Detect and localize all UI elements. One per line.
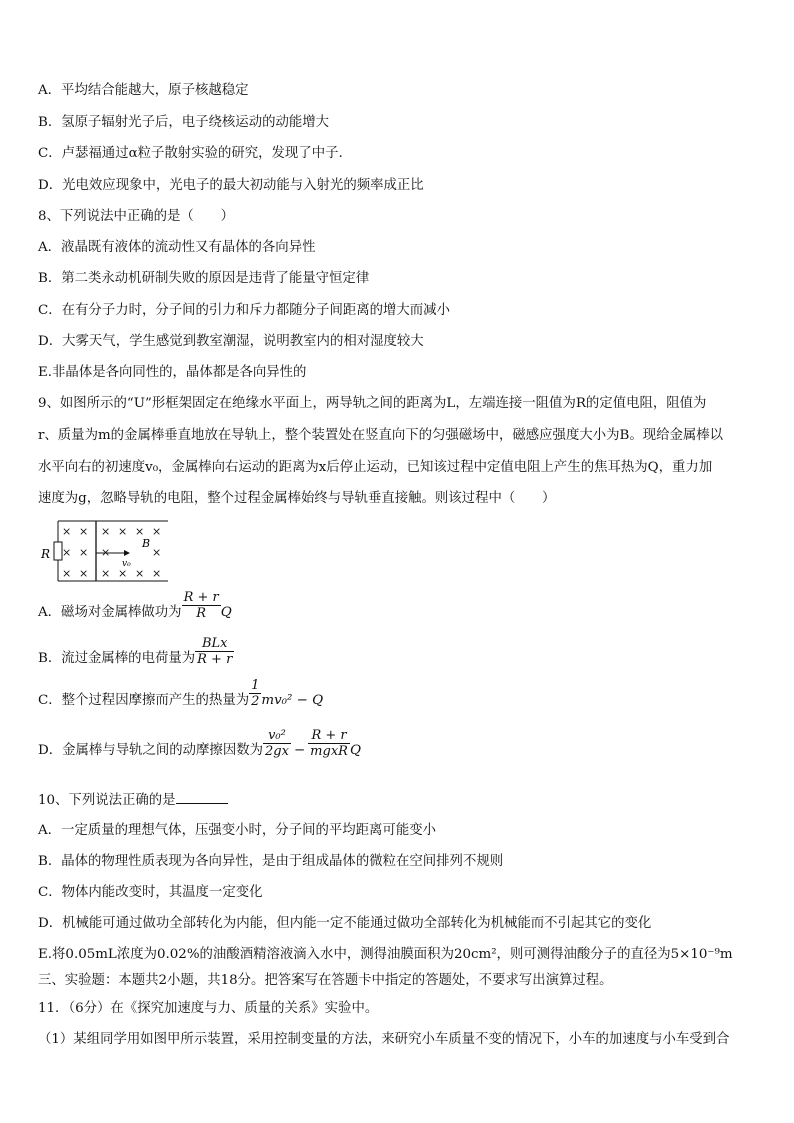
answer-blank [176,791,228,804]
q9-stem-line-3: 水平向右的初速度v₀，金属棒向右运动的距离为x后停止运动，已知该过程中定值电阻上产生的焦耳热为Q，重力加 [38,460,713,475]
q10-option-d: D．机械能可通过做功全部转化为内能，但内能一定不能通过做功全部转化为机械能而不引起其它的变化 [38,916,652,931]
field-cross-icon: × [152,546,162,559]
field-cross-icon: × [152,567,162,580]
fraction-d2: $\frac{R + r}{\text{mgxR}}$ [310,728,348,759]
q7-option-c: C．卢瑟福通过α粒子散射实验的研究，发现了中子. [38,146,343,161]
q7-option-a: A．平均结合能越大，原子核越稳定 [38,83,249,98]
q9-option-b: B．流过金属棒的电荷量为 $\frac{\text{BLx}}{R + r}$ [38,636,233,667]
q10-option-b: B．晶体的物理性质表现为各向异性，是由于组成晶体的微粒在空间排列不规则 [38,854,504,869]
q8-option-a: A．液晶既有液体的流动性又有晶体的各向异性 [38,240,316,255]
q9-option-c: C．整个过程因摩擦而产生的热量为 $\frac{1}{2}$ mv₀² − Q [38,678,324,709]
field-cross-icon: × [79,546,89,559]
q9-stem-line-1: 9、如图所示的“U”形框架固定在绝缘水平面上，两导轨之间的距离为L，左端连接一阻值为R的定值电阻，阻值为 [38,396,707,411]
field-cross-icon: × [79,567,89,580]
velocity-arrow-icon [124,550,130,556]
q8-option-e: E.非晶体是各向同性的，晶体都是各向异性的 [38,365,307,380]
q10-option-c: C．物体内能改变时，其温度一定变化 [38,885,263,900]
field-cross-icon: × [62,546,72,559]
fraction-c: $\frac{1}{2}$ [251,678,260,709]
q8-option-d: D．大雾天气，学生感觉到教室潮湿，说明教室内的相对湿度较大 [38,334,424,349]
label-r: R [41,547,51,561]
q10-option-e: E.将0.05mL浓度为0.02%的油酸酒精溶液滴入水中，测得油膜面积为20cm²，则可测得油酸分子的直径为5×10⁻⁹m [38,947,733,962]
label-v0: v₀ [122,559,131,569]
fraction-a: $\frac{R + r}{R}$ [183,590,219,621]
field-cross-icon: × [62,525,72,538]
q7-option-b: B．氢原子辐射光子后，电子绕核运动的动能增大 [38,115,330,130]
q8-stem: 8、下列说法中正确的是（ ） [38,209,234,224]
q11-stem: 11．（6分）在《探究加速度与力、质量的关系》实验中。 [38,1001,379,1016]
q8-option-b: B．第二类永动机研制失败的原因是违背了能量守恒定律 [38,271,370,286]
fraction-d1: $\frac{\text{v₀²}}{2gx}$ [265,728,289,759]
field-cross-icon: × [135,525,145,538]
field-cross-icon: × [135,567,145,580]
field-cross-icon: × [101,567,111,580]
section-3-heading: 三、实验题：本题共2小题，共18分。把答案写在答题卡中指定的答题处，不要求写出演算过程。 [38,973,613,988]
q11-part-1: （1）某组同学用如图甲所示装置，采用控制变量的方法，来研究小车质量不变的情况下，小车的加速度与小车受到合 [38,1032,730,1047]
q9-option-d: D．金属棒与导轨之间的动摩擦因数为 $\frac{\text{v₀²}}{2gx}$ − $\frac{R + r}{\text{mgxR}}$ Q [38,728,361,759]
q10-option-a: A．一定质量的理想气体，压强变小时，分子间的平均距离可能变小 [38,823,436,838]
field-cross-icon: × [118,525,128,538]
q9-circuit-figure [38,518,173,584]
label-b: B [142,537,151,550]
field-cross-icon: × [62,567,72,580]
q10-stem: 10、下列说法正确的是 [38,791,228,810]
field-cross-icon: × [101,525,111,538]
q8-option-c: C．在有分子力时，分子间的引力和斥力都随分子间距离的增大而减小 [38,303,450,318]
q9-option-a: A．磁场对金属棒做功为 $\frac{R + r}{R}$ Q [38,590,232,621]
fraction-b: $\frac{\text{BLx}}{R + r}$ [197,636,233,667]
field-cross-icon: × [101,546,111,559]
field-cross-icon: × [118,567,128,580]
q9-stem-line-4: 速度为g，忽略导轨的电阻，整个过程金属棒始终与导轨垂直接触。则该过程中（ ） [38,491,556,506]
field-cross-icon: × [152,525,162,538]
q9-stem-line-2: r、质量为m的金属棒垂直地放在导轨上，整个装置处在竖直向下的匀强磁场中，磁感应强度大小为B。现给金属棒以 [38,428,724,443]
field-cross-icon: × [79,525,89,538]
resistor [54,542,62,560]
q7-option-d: D．光电效应现象中，光电子的最大初动能与入射光的频率成正比 [38,178,424,193]
